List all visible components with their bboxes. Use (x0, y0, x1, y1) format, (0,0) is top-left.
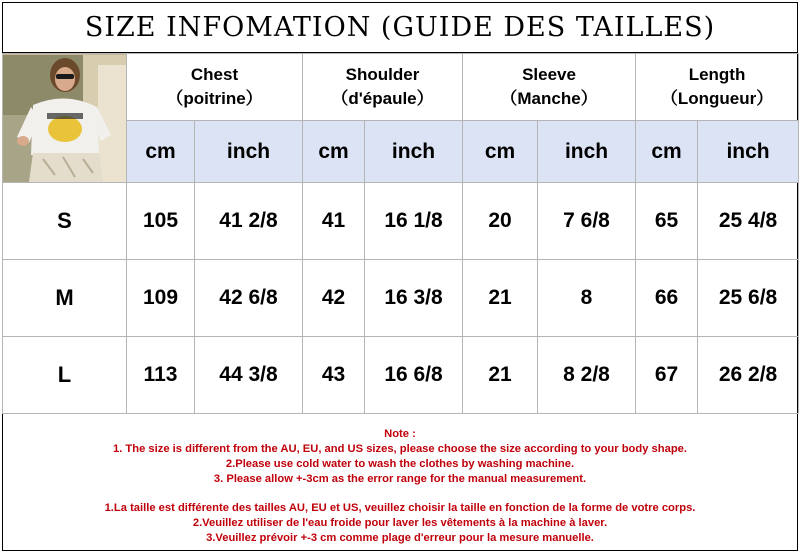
header-length-name: Length (688, 65, 746, 84)
table-cell: 44 3/8 (195, 337, 303, 414)
note-en-2: 2.Please use cold water to wash the clothes by washing machine. (225, 458, 575, 470)
table-cell: 42 (303, 260, 365, 337)
table-cell: 105 (127, 183, 195, 260)
unit-chest-cm: cm (127, 121, 195, 183)
header-length (636, 54, 799, 121)
header-chest-name: Chest (190, 65, 239, 84)
unit-shoulder-cm: cm (303, 121, 365, 183)
size-label: M (3, 260, 127, 337)
size-table (2, 53, 799, 414)
table-row (3, 337, 799, 414)
unit-length-inch: inch (698, 121, 799, 183)
note-fr-2: 2.Veuillez utiliser de l'eau froide pour laver les vêtements à la machine à laver. (192, 517, 608, 529)
unit-sleeve-inch: inch (538, 121, 636, 183)
notes-spacer (2, 487, 798, 501)
note-en-3: 3. Please allow +-3cm as the error range for the manual measurement. (213, 473, 587, 485)
header-sleeve-sub: （Manche） (500, 89, 598, 108)
table-row (3, 260, 799, 337)
table-cell: 43 (303, 337, 365, 414)
table-cell: 8 2/8 (538, 337, 636, 414)
table-cell: 8 (538, 260, 636, 337)
model-photo-image (3, 55, 126, 182)
table-cell: 42 6/8 (195, 260, 303, 337)
table-cell: 20 (463, 183, 538, 260)
table-cell: 67 (636, 337, 698, 414)
table-cell: 16 1/8 (365, 183, 463, 260)
table-cell: 41 2/8 (195, 183, 303, 260)
header-shoulder-sub: （d'épaule） (331, 89, 434, 108)
header-shoulder (303, 54, 463, 121)
table-cell: 25 4/8 (698, 183, 799, 260)
note-fr-1: 1.La taille est différente des tailles AU, EU et US, veuillez choisir la taille en fonction de la forme de votre corps. (104, 502, 696, 514)
unit-length-cm: cm (636, 121, 698, 183)
table-cell: 21 (463, 337, 538, 414)
table-cell: 41 (303, 183, 365, 260)
header-sleeve-name: Sleeve (522, 65, 576, 84)
note-en-1: 1. The size is different from the AU, EU, and US sizes, please choose the size according to your body shape. (112, 443, 687, 455)
table-cell: 26 2/8 (698, 337, 799, 414)
table-cell: 65 (636, 183, 698, 260)
header-shoulder-name: Shoulder (345, 65, 420, 84)
table-cell: 21 (463, 260, 538, 337)
size-label: S (3, 183, 127, 260)
unit-shoulder-inch: inch (365, 121, 463, 183)
note-fr-3: 3.Veuillez prévoir +-3 cm comme plage d'erreur pour la mesure manuelle. (206, 532, 594, 544)
unit-sleeve-cm: cm (463, 121, 538, 183)
header-length-sub: （Longueur） (660, 89, 774, 108)
notes-title: Note : (384, 428, 416, 440)
header-chest (127, 54, 303, 121)
unit-chest-inch: inch (195, 121, 303, 183)
header-sleeve (463, 54, 636, 121)
table-cell: 109 (127, 260, 195, 337)
table-cell: 16 6/8 (365, 337, 463, 414)
table-cell: 7 6/8 (538, 183, 636, 260)
table-cell: 16 3/8 (365, 260, 463, 337)
page-title: SIZE INFOMATION (GUIDE DES TAILLES) (2, 2, 798, 53)
header-chest-sub: （poitrine） (166, 89, 263, 108)
model-photo (3, 54, 127, 183)
table-cell: 25 6/8 (698, 260, 799, 337)
size-label: L (3, 337, 127, 414)
table-row (3, 183, 799, 260)
table-cell: 66 (636, 260, 698, 337)
table-cell: 113 (127, 337, 195, 414)
notes-section (2, 421, 798, 551)
